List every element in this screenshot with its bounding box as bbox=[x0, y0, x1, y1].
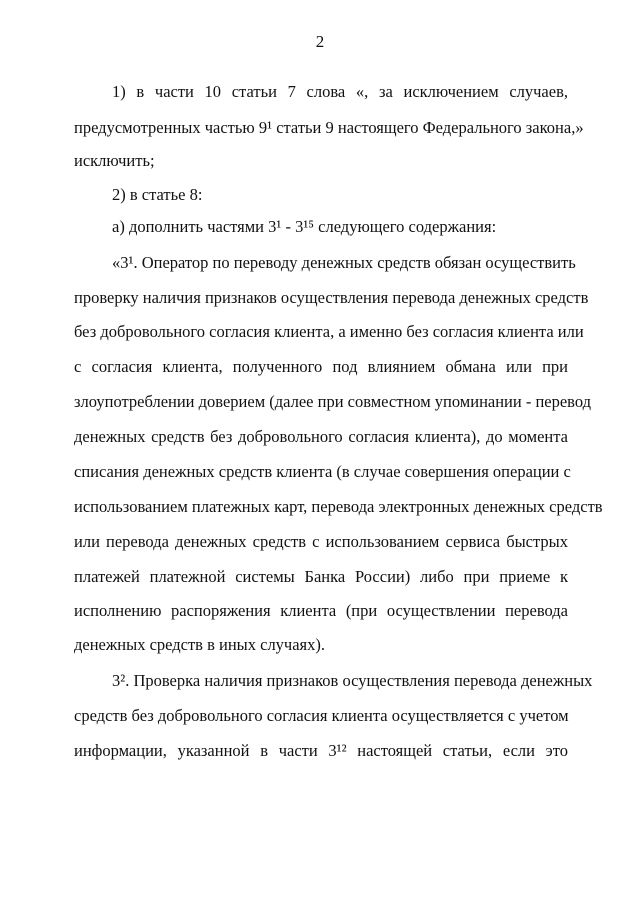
text-line-5: а) дополнить частями 3¹ - 3¹⁵ следующего содержания: bbox=[112, 217, 497, 236]
text-line-9: с согласия клиента, полученного под влиянием обмана или при bbox=[74, 357, 568, 376]
text-line-4: 2) в статье 8: bbox=[112, 185, 203, 204]
text-line-1: 1) в части 10 статьи 7 слова «, за исключением случаев, bbox=[112, 82, 568, 101]
text-line-20: информации, указанной в части 3¹² настоящей статьи, если это bbox=[74, 741, 568, 760]
page-number: 2 bbox=[315, 32, 325, 51]
text-line-7: проверку наличия признаков осуществления перевода денежных средств bbox=[74, 288, 589, 307]
text-line-16: исполнению распоряжения клиента (при осуществлении перевода bbox=[74, 601, 568, 620]
text-line-10: злоупотреблении доверием (далее при совместном упоминании - перевод bbox=[74, 392, 592, 411]
text-line-13: использованием платежных карт, перевода электронных денежных средств bbox=[74, 497, 603, 516]
text-line-8: без добровольного согласия клиента, а именно без согласия клиента или bbox=[74, 322, 584, 341]
text-line-18: 3². Проверка наличия признаков осуществления перевода денежных bbox=[112, 671, 593, 690]
text-line-6: «3¹. Оператор по переводу денежных средств обязан осуществить bbox=[112, 253, 576, 272]
text-line-12: списания денежных средств клиента (в случае совершения операции с bbox=[74, 462, 571, 481]
text-line-3: исключить; bbox=[74, 151, 155, 170]
text-line-19: средств без добровольного согласия клиента осуществляется с учетом bbox=[74, 706, 569, 725]
text-line-15: платежей платежной системы Банка России) либо при приеме к bbox=[74, 567, 568, 586]
text-line-2: предусмотренных частью 9¹ статьи 9 настоящего Федерального закона,» bbox=[74, 118, 584, 137]
text-line-14: или перевода денежных средств с использованием сервиса быстрых bbox=[74, 532, 568, 551]
text-line-17: денежных средств в иных случаях). bbox=[74, 635, 326, 654]
text-line-11: денежных средств без добровольного согласия клиента), до момента bbox=[74, 427, 568, 446]
